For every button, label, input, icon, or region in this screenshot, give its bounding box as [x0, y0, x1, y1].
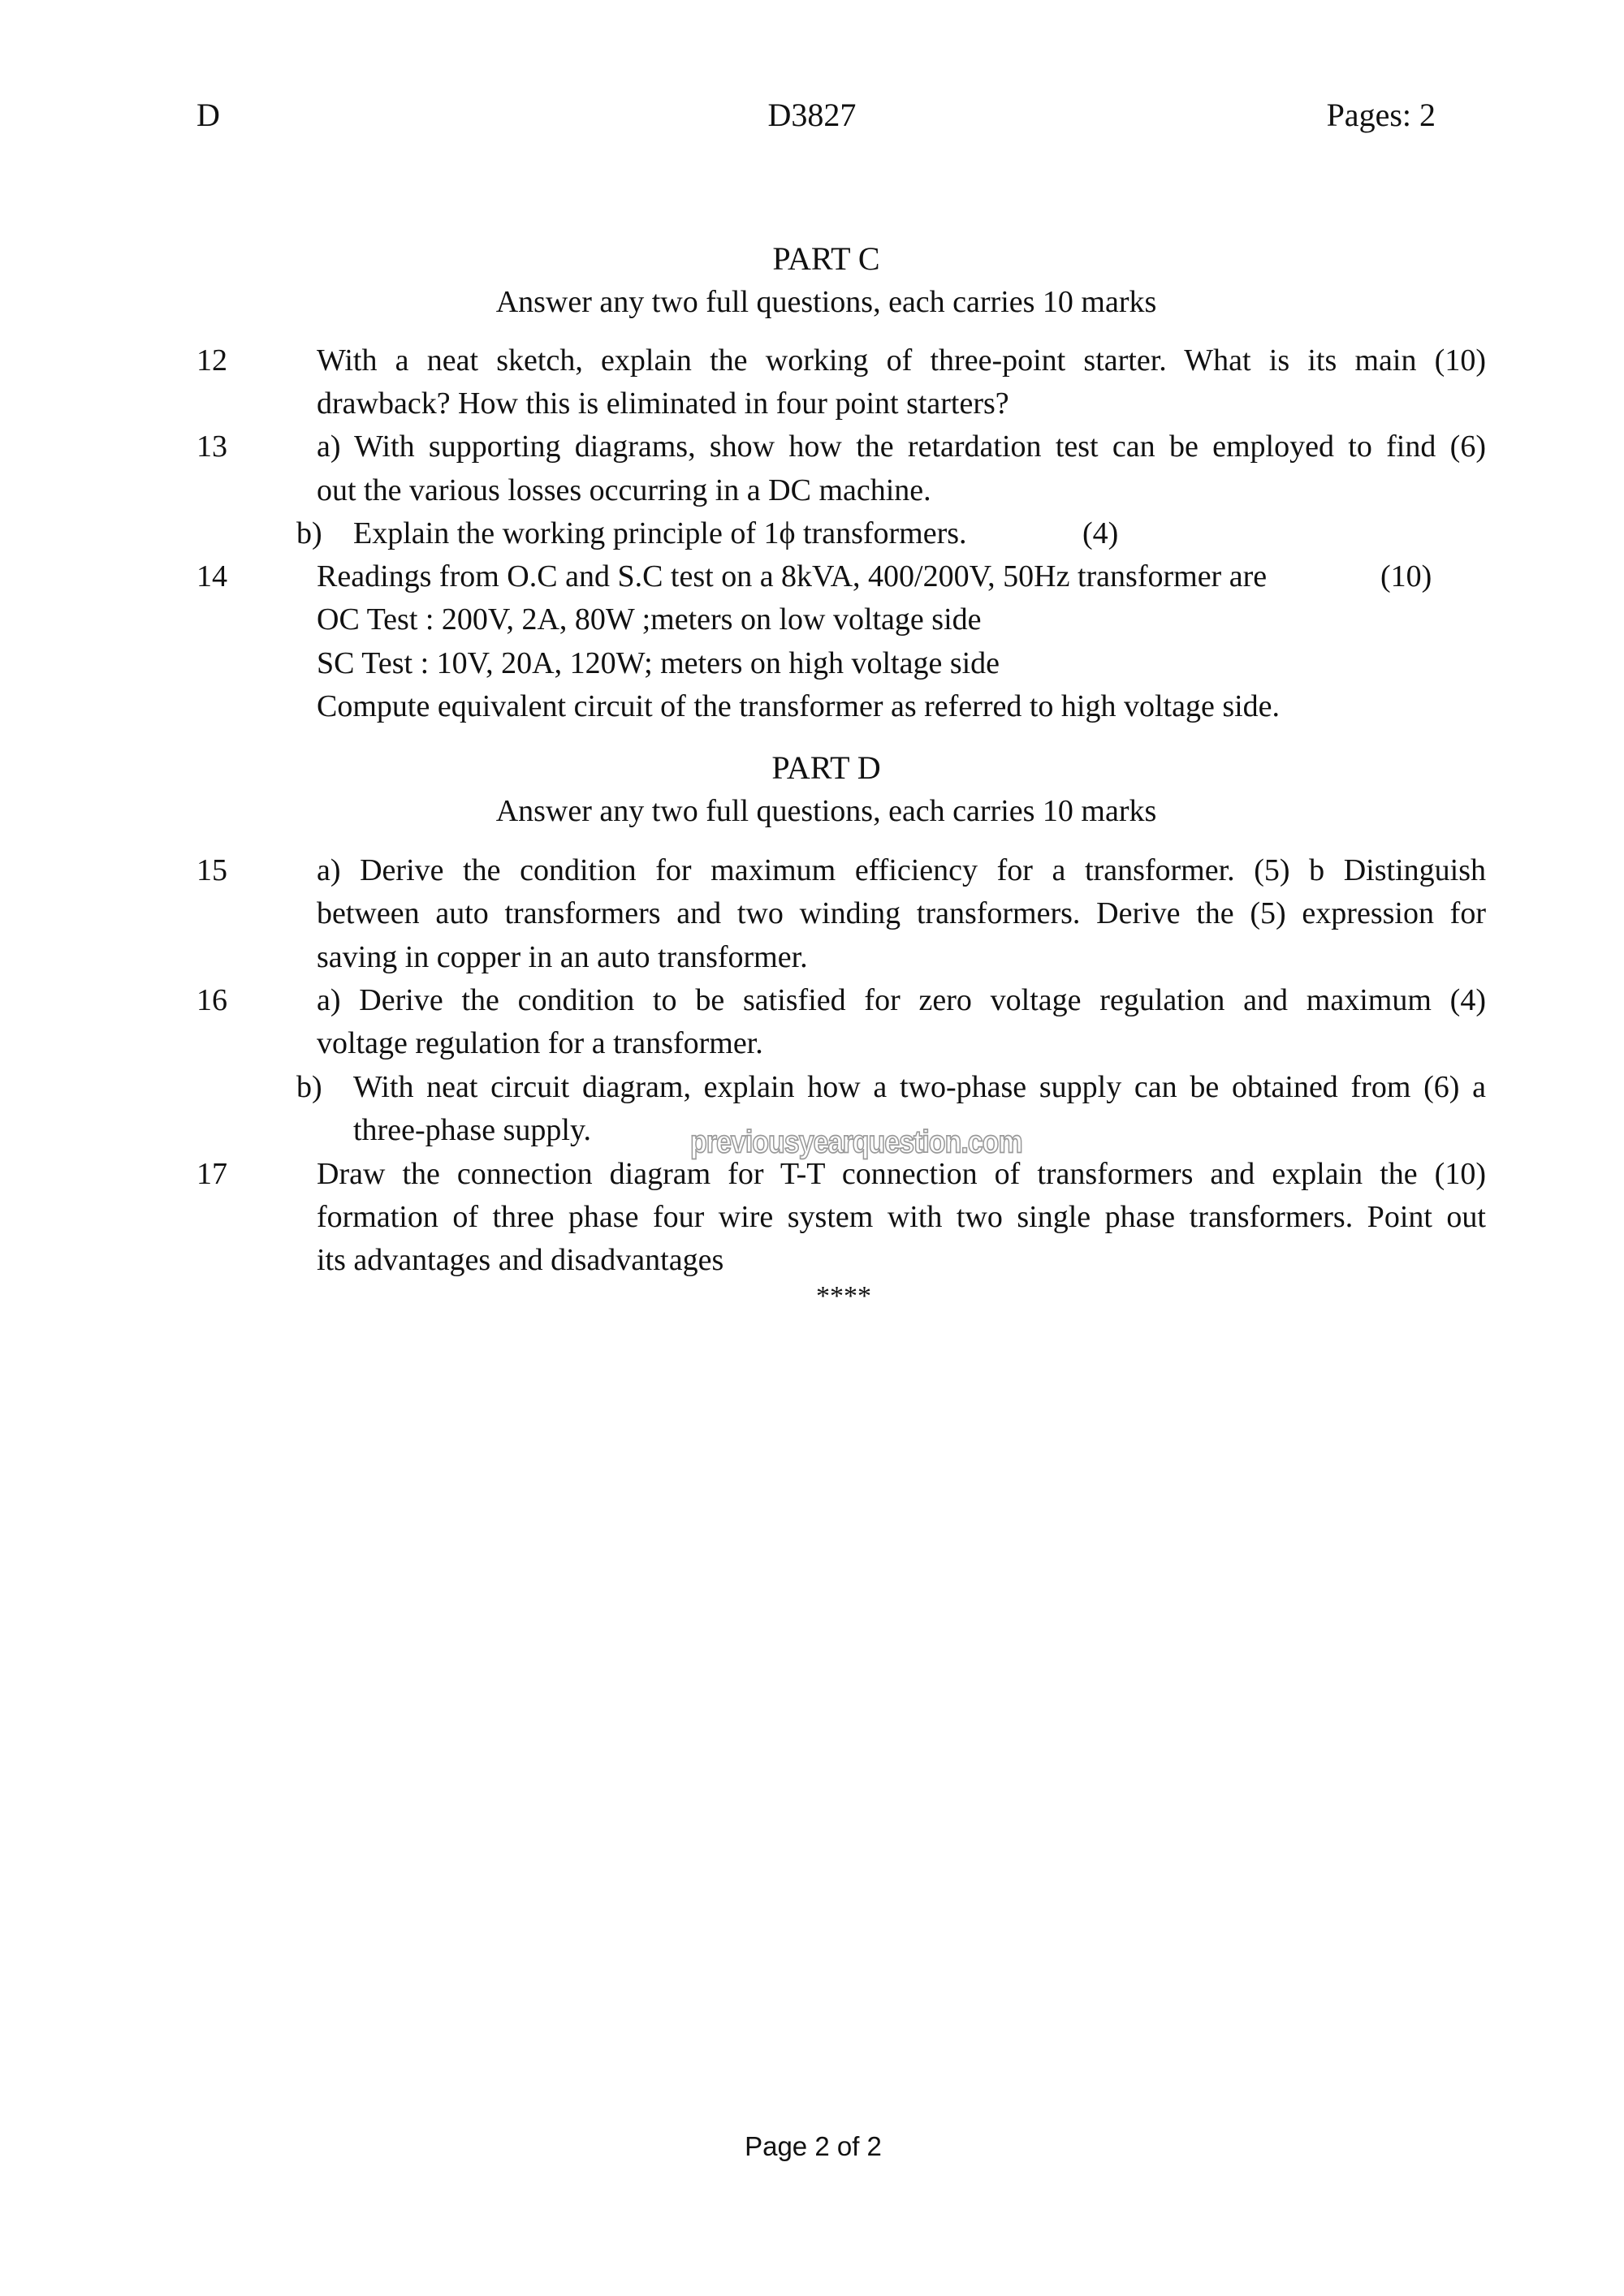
question-number: 13 [197, 429, 227, 464]
question-13b-marks: (4) [1082, 516, 1119, 550]
question-16a-line-2: voltage regulation for a transformer. [317, 1026, 763, 1060]
question-number: 16 [197, 983, 227, 1017]
question-13a-line-1: a) With supporting diagrams, show how the retardation test can be employed to find (6) [317, 429, 1486, 464]
part-c-instruction: Answer any two full questions, each carries 10 marks [495, 285, 1157, 319]
question-14-line-1: Readings from O.C and S.C test on a 8kVA, 400/200V, 50Hz transformer are [317, 559, 1268, 593]
question-13a-line-2: out the various losses occurring in a DC machine. [317, 473, 931, 507]
part-d-title: PART D [771, 749, 881, 786]
header-subject-code: D [197, 97, 220, 133]
header-page-count: Pages: 2 [1326, 97, 1436, 133]
question-15-line-3: saving in copper in an auto transformer. [317, 940, 808, 974]
question-12-line-1: With a neat sketch, explain the working of three-point starter. What is its main (10) [317, 343, 1486, 378]
page-footer: Page 2 of 2 [745, 2131, 882, 2161]
question-12-line-2: drawback? How this is eliminated in four point starters? [317, 386, 1009, 421]
question-14-line-2: OC Test : 200V, 2A, 80W ;meters on low voltage side [317, 602, 982, 637]
question-16b-line-2: three-phase supply. [353, 1113, 591, 1147]
question-17-line-3: its advantages and disadvantages [317, 1243, 724, 1277]
question-number: 17 [197, 1157, 227, 1191]
question-15-line-1: a) Derive the condition for maximum efficiency for a transformer. (5) b Distinguish [317, 853, 1486, 887]
header-paper-code-text: D3827 [767, 97, 857, 133]
question-16b-line-1: With neat circuit diagram, explain how a two-phase supply can be obtained from (6) a [353, 1070, 1486, 1104]
watermark-logo: previousyearquestion.com [690, 1124, 1022, 1160]
question-16a-line-1: a) Derive the condition to be satisfied for zero voltage regulation and maximum (4) [317, 983, 1486, 1017]
question-number: 14 [197, 559, 227, 593]
question-16b-label: b) [296, 1070, 322, 1104]
question-number: 12 [197, 343, 227, 378]
question-15-line-2: between auto transformers and two winding transformers. Derive the (5) expression for [317, 896, 1486, 930]
question-13b-text: Explain the working principle of 1ϕ transformers. [353, 516, 967, 550]
question-17-line-2: formation of three phase four wire system with two single phase transformers. Point out [317, 1200, 1486, 1234]
question-14-marks: (10) [1380, 559, 1432, 593]
part-d-instruction: Answer any two full questions, each carries 10 marks [495, 794, 1157, 828]
question-14-line-3: SC Test : 10V, 20A, 120W; meters on high voltage side [317, 646, 1000, 680]
question-17-line-1: Draw the connection diagram for T-T connection of transformers and explain the (10) [317, 1157, 1486, 1191]
part-c-title: PART C [772, 240, 880, 277]
end-marker: **** [816, 1281, 871, 1311]
question-14-line-4: Compute equivalent circuit of the transformer as referred to high voltage side. [317, 689, 1281, 723]
question-13b-label: b) [296, 516, 322, 550]
question-number: 15 [197, 853, 227, 887]
